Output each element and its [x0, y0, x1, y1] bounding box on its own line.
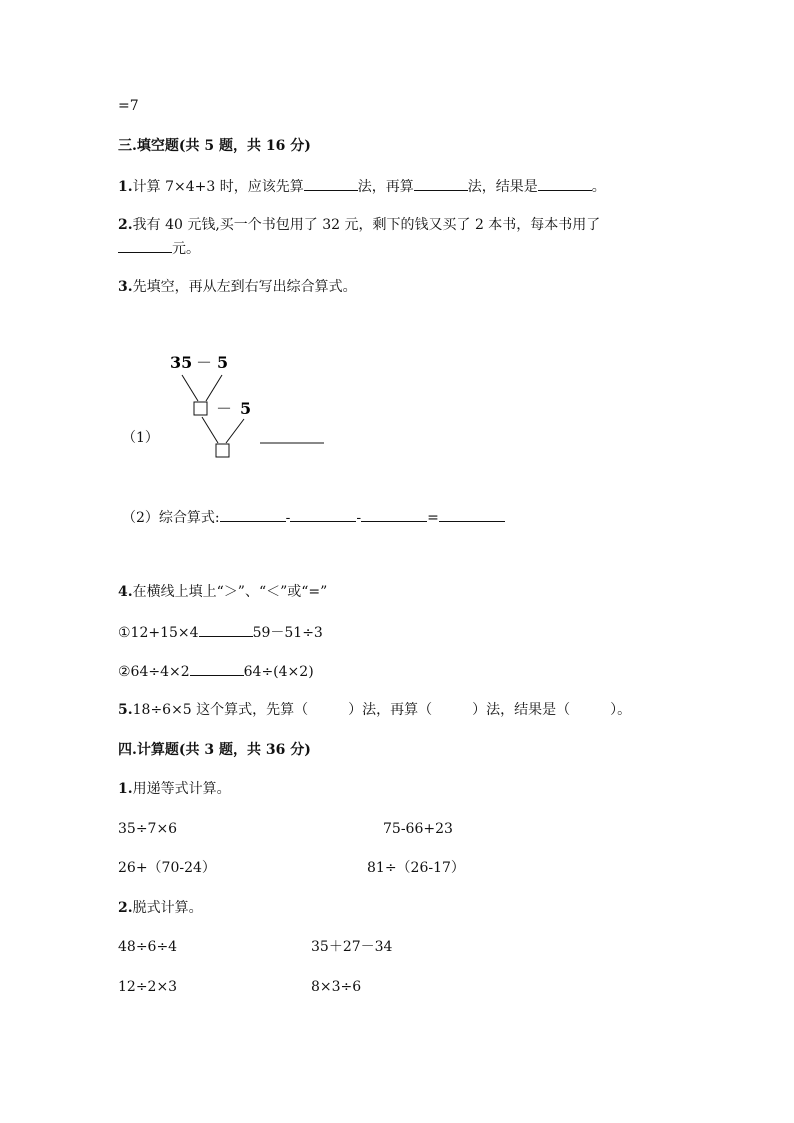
part-1-label: （1）: [122, 430, 159, 446]
question-2-line2: [118, 238, 200, 259]
question-text-a: 计算 7×4+3 时，应该先算: [132, 179, 304, 195]
expression-left: ②64÷4×2: [118, 664, 190, 680]
part-2-expression: [122, 507, 505, 528]
question-number: 1.: [118, 179, 133, 195]
diagram-mid-minus: －: [216, 399, 233, 418]
question-text-a: 18÷6×5 这个算式，先算（: [132, 702, 309, 718]
answer-blank[interactable]: [220, 507, 286, 522]
diagram-top-left-number: 35: [170, 353, 193, 372]
expression-right: 59－51÷3: [252, 625, 323, 641]
question-text: 先填空，再从左到右写出综合算式。: [132, 279, 357, 295]
question-text: 在横线上填上“＞”、“＜”或“=”: [132, 584, 328, 600]
calc-problem: 75-66+23: [383, 821, 453, 837]
question-number: 2.: [118, 217, 133, 233]
calculation-tree-diagram: [160, 345, 340, 465]
answer-blank[interactable]: [199, 622, 253, 637]
calc-problem: 81÷（26-17）: [367, 860, 465, 876]
question-number: 3.: [118, 279, 133, 295]
question-text: 我有 40 元钱,买一个书包用了 32 元，剩下的钱又买了 2 本书，每本书用了: [132, 217, 601, 233]
calc-problem: 12÷2×3: [118, 979, 178, 995]
tree-branch-line: [202, 417, 218, 443]
calc-problem: 26+（70-24）: [118, 860, 216, 876]
calc-problem: 8×3÷6: [311, 979, 362, 995]
tree-branch-line: [206, 375, 222, 401]
minus-sign: -: [356, 510, 362, 526]
expression-right: 64÷(4×2): [243, 664, 314, 680]
tree-branch-line: [226, 419, 244, 443]
question-text-b: 法，再算: [357, 179, 414, 195]
question-number: 1.: [118, 781, 133, 797]
equals-sign: =: [427, 510, 439, 526]
question-text-end: 元。: [172, 241, 200, 257]
answer-box[interactable]: [216, 444, 229, 457]
question-5: [118, 700, 631, 720]
question-text-b: ）法，再算（: [348, 702, 433, 718]
question-text: 用递等式计算。: [132, 781, 231, 797]
question-text-c: ）法，结果是（: [472, 702, 571, 718]
answer-blank[interactable]: [538, 176, 592, 191]
answer-blank[interactable]: [361, 507, 427, 522]
question-text-d: 。: [591, 179, 606, 195]
question-text: 脱式计算。: [132, 900, 203, 916]
answer-blank[interactable]: [304, 176, 358, 191]
calc-question-2: [118, 898, 203, 918]
question-3: [118, 277, 357, 297]
answer-blank[interactable]: [414, 176, 468, 191]
question-number: 4.: [118, 584, 133, 600]
diagram-top-right-number: 5: [217, 353, 229, 372]
comparison-row-2: [118, 661, 314, 682]
question-number: 5.: [118, 702, 133, 718]
diagram-top-minus: －: [196, 353, 213, 372]
section4-title: 四.计算题(共 3 题，共 36 分): [118, 742, 311, 758]
answer-blank[interactable]: [118, 238, 172, 253]
calc-problem: 35＋27－34: [311, 939, 393, 955]
previous-answer-remainder: =7: [118, 98, 139, 114]
answer-box[interactable]: [194, 402, 207, 415]
part-2-label: （2）综合算式:: [122, 510, 220, 526]
answer-blank[interactable]: [439, 507, 505, 522]
comparison-row-1: [118, 622, 323, 643]
tree-branch-line: [182, 375, 198, 401]
question-text-c: 法，结果是: [467, 179, 538, 195]
question-text-d: ）。: [610, 702, 632, 718]
calc-problem: 48÷6÷4: [118, 939, 178, 955]
diagram-mid-right-number: 5: [240, 399, 252, 418]
answer-blank[interactable]: [290, 507, 356, 522]
question-number: 2.: [118, 900, 133, 916]
section3-title: 三.填空题(共 5 题，共 16 分): [118, 138, 311, 154]
question-1: [118, 176, 606, 197]
question-4: [118, 582, 327, 602]
expression-left: ①12+15×4: [118, 625, 199, 641]
minus-sign: -: [285, 510, 291, 526]
calc-problem: 35÷7×6: [118, 821, 178, 837]
answer-blank[interactable]: [190, 661, 244, 676]
question-2: [118, 215, 600, 235]
calc-question-1: [118, 779, 231, 799]
